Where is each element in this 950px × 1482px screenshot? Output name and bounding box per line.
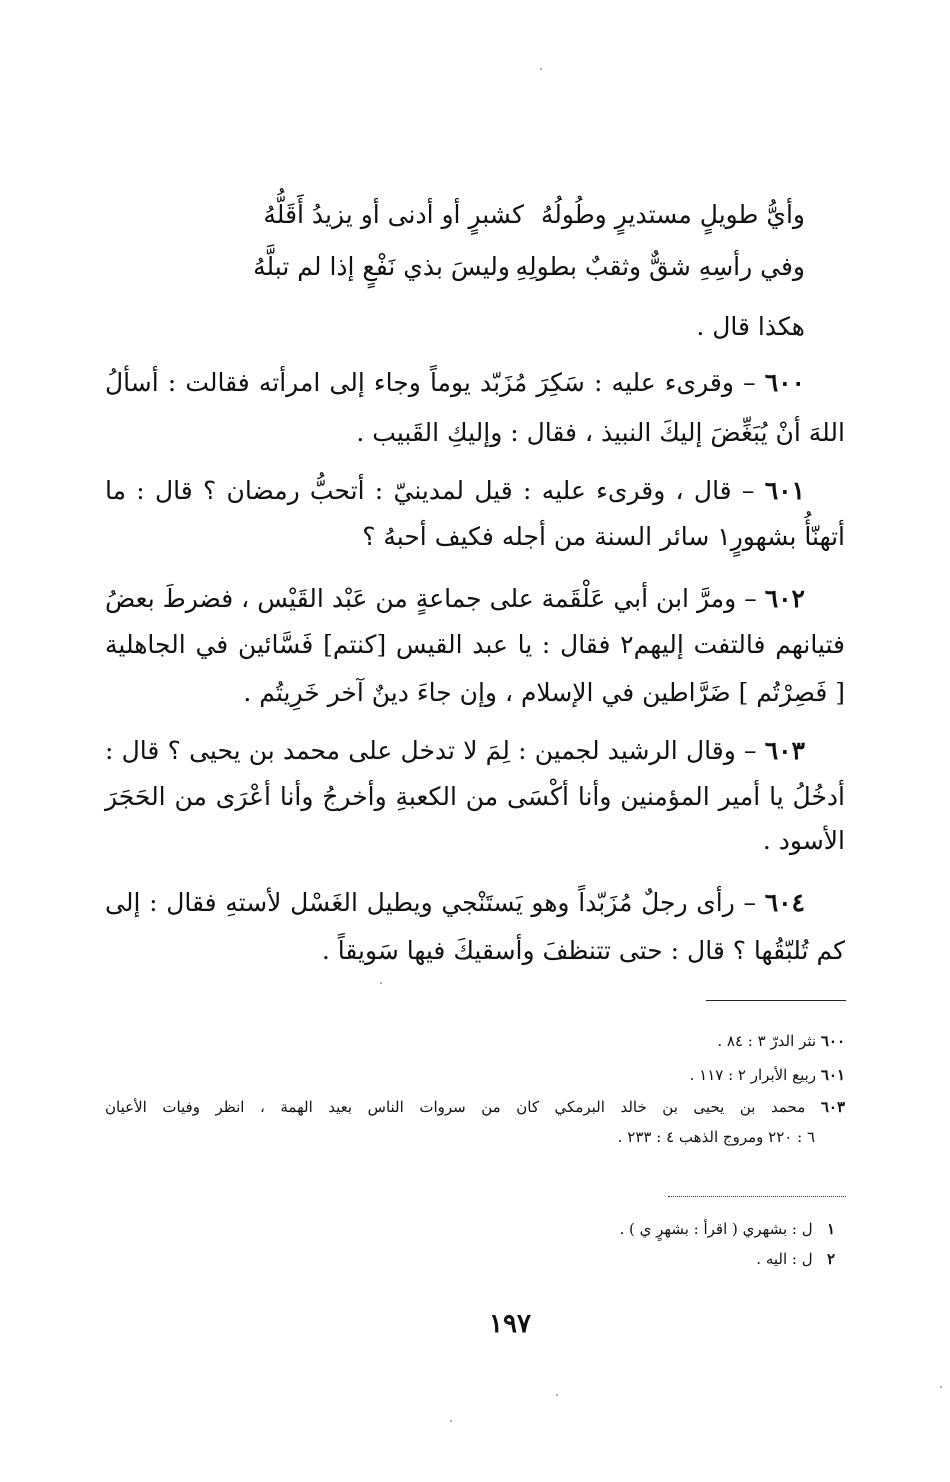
entry-601-line-1: ٦٠١ – قال ، وقرىء عليه : قيل لمدينيّ : أتحبُّ رمضان ؟ قال : ما: [105, 476, 805, 505]
verse-2-right-hemistich: وفي رأسِهِ شقٌّ وثقبٌ بطولِهِ: [515, 252, 805, 281]
entry-600-line-1: ٦٠٠ – وقرىء عليه : سَكِرَ مُزَبّد يوماً وجاء إلى امرأته فقالت : أسألُ: [105, 368, 805, 397]
variants-separator: [668, 1196, 846, 1197]
footnote-rule: [706, 1000, 846, 1001]
scan-speck: [940, 1386, 942, 1388]
verse-1-right-hemistich: وأيُّ طويلٍ مستديرٍ وطُولُهُ: [540, 200, 805, 229]
entry-604-line-2: كم تُلبّقُها ؟ قال : حتى تتنظفَ وأسقيكَ فيها سَويقاً .: [321, 936, 845, 965]
scan-speck: [556, 1394, 558, 1396]
scan-speck: [450, 1420, 452, 1422]
entry-603-line-3: الأسود .: [762, 826, 845, 855]
entry-601-line-2: أتهنّأُ بشهورٍ١ سائر السنة من أجله فكيف أحبهُ ؟: [362, 522, 845, 551]
source-note-601: ٦٠١ ربيع الأبرار ٢ : ١١٧ .: [689, 1066, 845, 1084]
page-number: ١٩٧: [489, 1309, 531, 1339]
entry-602-line-2: فتيانهم فالتفت إليهم٢ فقال : يا عبد القيس [كنتم] فَسَّائين في الجاهلية: [105, 630, 845, 659]
entry-601-number: ٦٠١: [764, 476, 805, 505]
scan-speck: [540, 68, 542, 70]
entry-600-line-2: اللهَ أنْ يُبَغِّضَ إليكَ النبيذ ، فقال : وإليكِ القَبيب .: [356, 418, 845, 447]
after-verse-note: هكذا قال .: [696, 312, 805, 341]
verse-2-left-hemistich: وليسَ بذي نَفْعٍ إذا لم تبلَّهُ: [253, 252, 510, 281]
entry-602-line-1: ٦٠٢ – ومرَّ ابن أبي عَلْقَمة على جماعةٍ من عَبْد القَيْس ، فضرطَ بعضُ: [105, 584, 805, 613]
scan-speck: [380, 982, 382, 984]
verse-1-left-hemistich: كشبرٍ أو أدنى أو يزيدُ أَقَلُّهُ: [263, 200, 524, 229]
entry-603-line-2: أدخُلُ يا أمير المؤمنين وأنا أكْسَى من الكعبةِ وأخرجُ وأنا أعْرَى من الحَجَرَ: [105, 782, 845, 811]
source-note-603: ٦٠٣ محمد بن يحيى بن خالد البرمكي كان من سروات الناس بعيد الهمة ، انظر وفيات الأعيان: [105, 1098, 845, 1116]
entry-603-line-1: ٦٠٣ – وقال الرشيد لجمين : لِمَ لا تدخل على محمد بن يحيى ؟ قال :: [105, 736, 805, 765]
entry-600-number: ٦٠٠: [764, 368, 805, 397]
entry-603-number: ٦٠٣: [764, 736, 805, 765]
source-note-600: ٦٠٠ نثر الدرّ ٣ : ٨٤ .: [717, 1032, 845, 1050]
variant-note-2: ٢ ل : اليه .: [756, 1250, 835, 1268]
entry-604-number: ٦٠٤: [764, 888, 805, 917]
variant-note-1: ١ ل : بشهري ( اقرأ : بشهرٍ ي ) .: [619, 1220, 835, 1238]
entry-604-line-1: ٦٠٤ – رأى رجلٌ مُزَبّداً وهو يَستَنْجي ويطيل الغَسْل لأستهِ فقال : إلى: [105, 888, 805, 917]
source-note-603-continued: ٦ : ٢٢٠ ومروج الذهب ٤ : ٢٣٣ .: [617, 1128, 815, 1146]
entry-602-line-3: [ فَصِرْتُم ] ضَرَّاطين في الإسلام ، وإن جاءَ دينٌ آخر خَرِيتُم .: [243, 678, 845, 707]
entry-602-number: ٦٠٢: [764, 584, 805, 613]
